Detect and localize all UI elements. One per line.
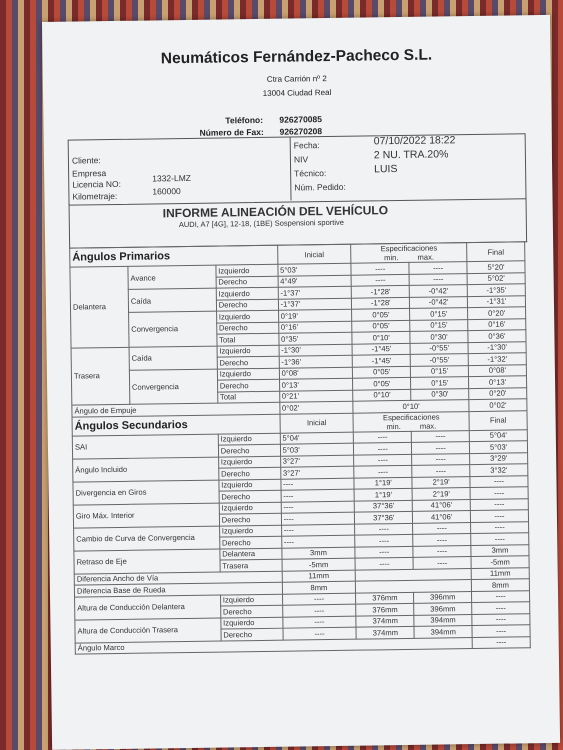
row-side: Izquierdo [216, 264, 278, 276]
cell-final: 3°29' [470, 452, 528, 464]
phone-label: Teléfono: [225, 114, 264, 126]
cell-min: ---- [351, 262, 409, 274]
avance-label: Avance [128, 265, 216, 289]
row-side: Trasera [220, 559, 282, 571]
cell-min: 1°19' [354, 477, 412, 489]
cell-inicial: 5°03' [280, 443, 354, 456]
cell-final: ---- [470, 487, 528, 499]
cell-inicial: ---- [283, 627, 357, 640]
altura-delantera-label: Altura de Conducción Delantera [75, 595, 221, 620]
cell-max: ---- [413, 557, 471, 569]
cell-inicial: ---- [282, 604, 356, 617]
cell-final: ---- [472, 613, 530, 625]
header-espec-label: Especificaciones [380, 243, 438, 254]
row-side: Izquierdo [218, 433, 280, 445]
cell-inicial: 5°03' [278, 263, 352, 276]
row-side: Derecho [218, 467, 280, 479]
cell-max: 0°15' [411, 365, 469, 377]
cell-min: ---- [354, 454, 412, 466]
kilometraje-label: Kilometraje: [72, 190, 118, 202]
header-min: min. [384, 253, 399, 263]
secondary-row-name: Giro Máx. Interior [73, 503, 219, 528]
cell-max: 41°06' [413, 511, 471, 523]
base-rueda-inicial: 8mm [282, 581, 356, 594]
cell-max: ---- [412, 465, 470, 477]
cell-min: 374mm [356, 626, 414, 638]
cell-inicial: 3°27' [280, 466, 354, 479]
cell-inicial: -1°37' [278, 298, 352, 311]
cell-final: 0°36' [468, 330, 526, 342]
cell-final: ---- [470, 475, 528, 487]
cell-min: -1°28' [352, 297, 410, 309]
row-side: Izquierdo [219, 525, 281, 537]
cell-max: -0°42' [410, 296, 468, 308]
cell-inicial: ---- [282, 593, 356, 606]
cell-min: -1°45' [352, 343, 410, 355]
convergencia-label: Convergencia [128, 311, 216, 347]
cell-final: 0°08' [468, 364, 526, 376]
cliente-label: Cliente: [71, 155, 101, 166]
row-side: Delantera [220, 548, 282, 560]
row-side: Izquierdo [219, 502, 281, 514]
cell-final: 0°13' [469, 376, 527, 388]
header-final-2: Final [469, 410, 527, 430]
row-side: Total [217, 333, 279, 345]
cell-max: 396mm [414, 591, 472, 603]
row-side: Derecho [221, 628, 283, 640]
ancho-via-label: Diferencia Ancho de Vía [74, 571, 282, 585]
cell-final: ---- [472, 625, 530, 637]
cell-inicial: ---- [281, 489, 355, 502]
pedido-label: Núm. Pedido: [294, 181, 346, 193]
document-sheet [42, 15, 560, 750]
cell-max: 396mm [414, 603, 472, 615]
fecha-label: Fecha: [293, 140, 320, 151]
secondary-row-name: SAI [72, 434, 218, 459]
cell-final: 3mm [471, 544, 529, 556]
caida-trasera-label: Caída [129, 346, 217, 370]
cell-inicial: ---- [281, 478, 355, 491]
cell-inicial: 0°02' [279, 401, 353, 414]
cell-min: 376mm [356, 603, 414, 615]
cell-final: 0°20' [468, 307, 526, 319]
cell-final: 5°02' [467, 272, 525, 284]
cell-max: ---- [409, 262, 467, 274]
cell-min: -1°28' [352, 285, 410, 297]
cell-final: 0°16' [468, 318, 526, 330]
row-side: Derecho [219, 536, 281, 548]
row-side: Derecho [217, 379, 279, 391]
cell-inicial: ---- [281, 535, 355, 548]
row-side: Derecho [218, 444, 280, 456]
cell-max: 0°15' [411, 377, 469, 389]
cell-max: 0°15' [410, 319, 468, 331]
header-especificaciones-2 [353, 411, 469, 432]
cell-min: ---- [354, 442, 412, 454]
cell-final: 0°20' [469, 387, 527, 399]
row-side: Derecho [216, 276, 278, 288]
cell-min: 374mm [356, 615, 414, 627]
cell-final: 0°02' [469, 399, 527, 411]
cell-inicial: -5mm [282, 558, 356, 571]
cell-min: -1°45' [353, 354, 411, 366]
cell-final: 5°03' [469, 441, 527, 453]
niv-value: 2 NU. TRA.20% [373, 148, 449, 162]
row-side: Derecho [217, 356, 279, 368]
secondary-row-name: Divergencia en Giros [73, 480, 219, 505]
row-side: Izquierdo [219, 479, 281, 491]
cell-inicial: -1°30' [279, 344, 353, 357]
cell-final: 5°20' [467, 261, 525, 273]
cell-min: ---- [355, 534, 413, 546]
row-side: Total [217, 391, 279, 403]
cell-max: 2°19' [412, 488, 470, 500]
cell-min: 0°05' [353, 377, 411, 389]
header-especificaciones [351, 243, 467, 264]
cell-inicial: ---- [281, 501, 355, 514]
cell-min: ---- [351, 274, 409, 286]
cell-min: ---- [355, 557, 413, 569]
cell-final: 5°04' [469, 429, 527, 441]
cell-max: -0°55' [410, 342, 468, 354]
cell-spec: 0°10' [353, 400, 469, 413]
cell-max: ---- [412, 453, 470, 465]
header-max: max. [417, 252, 435, 262]
cell-inicial: 3mm [281, 547, 355, 560]
cell-inicial: 0°08' [279, 367, 353, 380]
cell-inicial: ---- [281, 524, 355, 537]
header-inicial: Inicial [277, 244, 351, 264]
cell-min: 0°05' [352, 320, 410, 332]
cell-min: 0°05' [352, 308, 410, 320]
cell-max: 394mm [414, 626, 472, 638]
cell-max: -0°55' [410, 354, 468, 366]
caida-label: Caída [128, 288, 216, 312]
row-side: Derecho [216, 322, 278, 334]
ancho-via-inicial: 11mm [282, 570, 356, 583]
cell-inicial: ---- [282, 616, 356, 629]
row-side: Derecho [216, 299, 278, 311]
cell-inicial: 4°49' [278, 275, 352, 288]
cell-inicial: 0°19' [278, 309, 352, 322]
cell-final: ---- [470, 510, 528, 522]
row-side: Izquierdo [217, 345, 279, 357]
cell-min: ---- [354, 465, 412, 477]
cell-inicial: -1°36' [279, 355, 353, 368]
cell-final: ---- [472, 590, 530, 602]
angulo-marco-final: ---- [472, 636, 530, 648]
cell-final: -1°35' [467, 284, 525, 296]
cell-final: 3°32' [470, 464, 528, 476]
cell-max: 0°30' [411, 388, 469, 400]
cell-final: ---- [471, 521, 529, 533]
cell-final: ---- [470, 498, 528, 510]
cell-max: ---- [413, 522, 471, 534]
secondary-row-name: Ángulo Incluido [73, 457, 219, 482]
header-inicial-2: Inicial [280, 413, 354, 433]
company-address-line1: Ctra Carrión nº 2 [266, 74, 327, 84]
primary-section-title: Ángulos Primarios [70, 245, 278, 267]
ancho-via-final: 11mm [471, 567, 529, 579]
cell-inicial: ---- [281, 512, 355, 525]
cell-min: 37°36' [355, 500, 413, 512]
cell-inicial: 0°13' [279, 378, 353, 391]
row-side: Izquierdo [220, 594, 282, 606]
cell-max: ---- [409, 273, 467, 285]
cell-inicial: 0°35' [278, 332, 352, 345]
empresa-label: Empresa [72, 168, 107, 179]
delantera-label: Delantera [70, 266, 129, 347]
cell-final: -1°30' [468, 341, 526, 353]
vehicle-description: AUDI, A7 [4G], 12-18, (1BE) Sospensioni sportive [178, 217, 344, 230]
row-side: Izquierdo [218, 456, 280, 468]
fecha-value: 07/10/2022 18:22 [373, 134, 456, 148]
secondary-section-title: Ángulos Secundarios [72, 414, 280, 436]
cell-min: 0°10' [353, 389, 411, 401]
report-title: INFORME ALINEACIÓN DEL VEHÍCULO [162, 203, 389, 221]
cell-max: ---- [413, 545, 471, 557]
cell-min: 1°19' [354, 488, 412, 500]
row-side: Izquierdo [221, 617, 283, 629]
cell-final: -1°31' [467, 295, 525, 307]
cell-min: ---- [355, 546, 413, 558]
cell-inicial: 0°16' [278, 321, 352, 334]
cell-min: ---- [354, 431, 412, 443]
header-max-2: max. [419, 421, 437, 431]
cell-max: ---- [411, 430, 469, 442]
convergencia-trasera-label: Convergencia [129, 369, 217, 405]
trasera-label: Trasera [71, 347, 130, 405]
cell-final: -1°32' [468, 353, 526, 365]
licencia-value: 1332-LMZ [152, 172, 192, 184]
cell-inicial: 3°27' [280, 455, 354, 468]
cell-final: ---- [472, 602, 530, 614]
altura-trasera-label: Altura de Conducción Trasera [75, 618, 221, 643]
row-side: Izquierdo [217, 368, 279, 380]
cell-min: 0°05' [353, 366, 411, 378]
tecnico-value: LUIS [374, 163, 398, 176]
cell-max: 394mm [414, 614, 472, 626]
cell-max: ---- [413, 534, 471, 546]
cell-max: 0°15' [410, 308, 468, 320]
licencia-label: Licencia NO: [72, 178, 122, 190]
kilometraje-value: 160000 [152, 186, 181, 197]
cell-min: 0°10' [352, 331, 410, 343]
company-address-line2: 13004 Ciudad Real [262, 87, 332, 98]
empuje-label: Ángulo de Empuje [72, 402, 280, 416]
cell-final: ---- [471, 533, 529, 545]
phone-value: 926270085 [279, 114, 322, 125]
row-side: Derecho [220, 605, 282, 617]
row-side: Derecho [219, 513, 281, 525]
base-rueda-label: Diferencia Base de Rueda [74, 582, 282, 596]
company-name: Neumáticos Fernández-Pacheco S.L. [160, 46, 433, 68]
fax-value: 926270208 [279, 126, 323, 137]
cell-inicial: 5°04' [280, 432, 354, 445]
cell-max: 2°19' [412, 476, 470, 488]
row-side: Izquierdo [216, 310, 278, 322]
base-rueda-final: 8mm [471, 579, 529, 591]
angulo-marco-label: Ángulo Marco [75, 637, 472, 654]
cell-min: 376mm [356, 592, 414, 604]
cell-max: 0°30' [410, 331, 468, 343]
niv-label: NIV [293, 154, 309, 165]
row-side: Derecho [219, 490, 281, 502]
cell-inicial: 0°21' [279, 390, 353, 403]
cell-min: ---- [355, 523, 413, 535]
header-espec-label-2: Especificaciones [382, 411, 440, 422]
secondary-row-name: Cambio de Curva de Convergencia [74, 526, 220, 551]
alignment-table [69, 241, 531, 654]
cell-max: 41°06' [412, 499, 470, 511]
tecnico-label: Técnico: [294, 168, 327, 179]
cell-inicial: -1°37' [278, 286, 352, 299]
cell-max: ---- [412, 442, 470, 454]
cell-final: -5mm [471, 556, 529, 568]
header-final: Final [467, 242, 525, 262]
cell-max: -0°42' [409, 285, 467, 297]
header-min-2: min. [386, 421, 401, 431]
row-side: Izquierdo [216, 287, 278, 299]
cell-min: 37°36' [355, 511, 413, 523]
secondary-row-name: Retraso de Eje [74, 549, 220, 574]
fax-label: Número de Fax: [199, 126, 264, 138]
